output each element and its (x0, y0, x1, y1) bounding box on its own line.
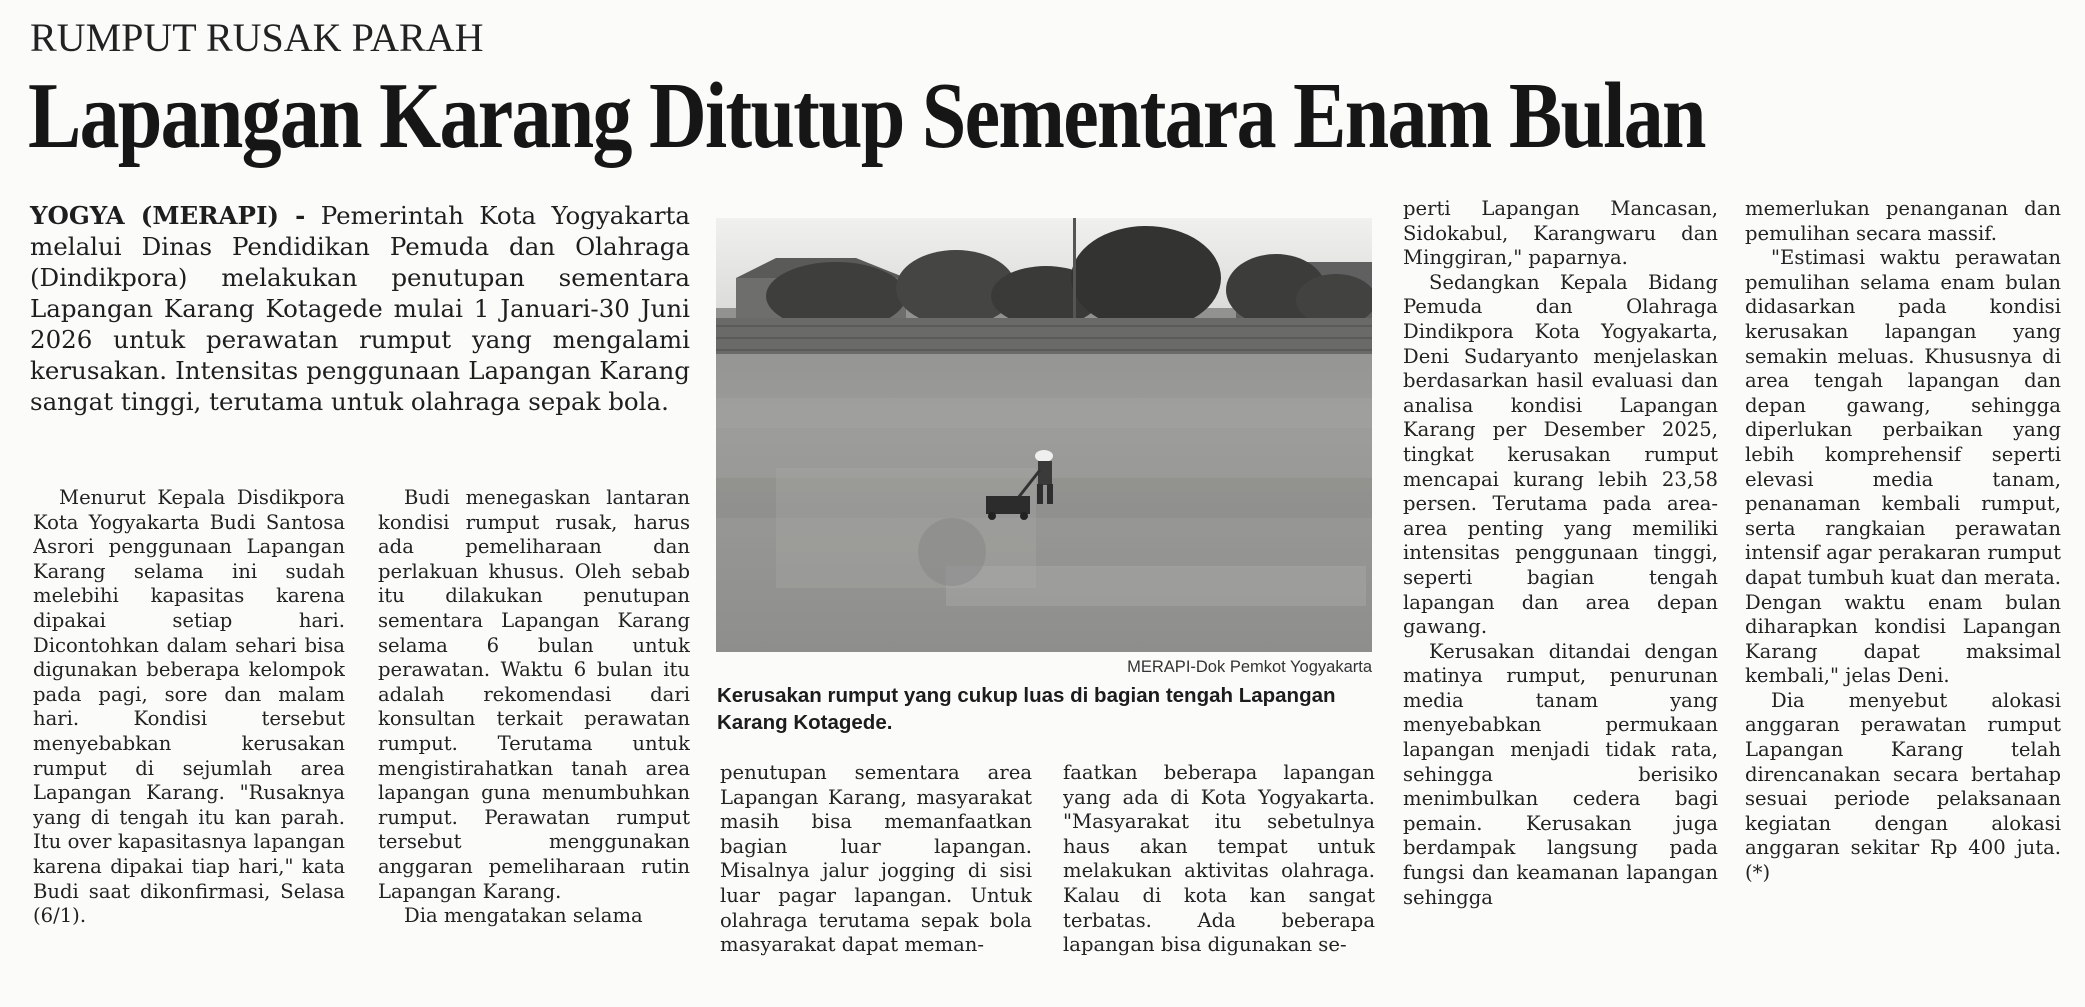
article-column-6 (1745, 197, 2061, 991)
article-column-2 (378, 486, 690, 991)
lead-paragraph (30, 200, 690, 417)
paragraph: Kerusakan ditandai dengan matinya rumput, penurunan media tanam yang menyebabkan permukaan lapangan menjadi tidak rata, sehingga berisiko menimbulkan cedera bagi pemain. Kerusakan juga berdampak langsung pada fungsi dan keamanan lapangan sehingga (1403, 639, 1718, 909)
paragraph: faatkan beberapa lapangan yang ada di Kota Yogyakarta. "Masyarakat itu sebetulnya haus akan tempat untuk melakukan aktivitas olahraga. Kalau di kota kan sangat terbatas. Ada beberapa lapangan bisa digunakan se- (1063, 761, 1375, 957)
paragraph: Sedangkan Kepala Bidang Pemuda dan Olahraga Dindikpora Kota Yogyakarta, Deni Sudaryanto menjelaskan berdasarkan hasil evaluasi dan analisa kondisi Lapangan Karang per Desember 2025, tingkat kerusakan rumput mencapai kurang lebih 23,58 persen. Terutama pada area-area penting yang memiliki intensitas penggunaan tinggi, seperti bagian tengah lapangan dan area depan gawang. (1403, 270, 1718, 639)
paragraph: Menurut Kepala Disdikpora Kota Yogyakarta Budi Santosa Asrori penggunaan Lapangan Karang selama ini sudah melebihi kapasitas karena dipakai setiap hari. Dicontohkan dalam sehari bisa digunakan beberapa kelompok pada pagi, sore dan malam hari. Kondisi tersebut menyebabkan kerusakan rumput di sejumlah area Lapangan Karang. "Rusaknya yang di tengah itu kan parah. Itu over kapasitasnya lapangan karena dipakai tiap hari," kata Budi saat dikonfirmasi, Selasa (6/1). (33, 486, 345, 928)
dateline: YOGYA (MERAPI) - (30, 201, 306, 230)
news-photo (716, 218, 1372, 652)
article-column-4 (1063, 761, 1375, 991)
paragraph: penutupan sementara area Lapangan Karang, masyarakat masih bisa memanfaatkan bagian luar lapangan. Misalnya jalur jogging di sisi luar pagar lapangan. Untuk olahraga terutama sepak bola masyarakat dapat meman- (720, 761, 1032, 957)
paragraph: Dia mengatakan selama (404, 904, 643, 928)
article-column-5 (1403, 197, 1718, 991)
photo-credit: MERAPI-Dok Pemkot Yogyakarta (1127, 658, 1372, 676)
paragraph: Budi menegaskan lantaran kondisi rumput rusak, harus ada pemeliharaan dan perlakuan khusus. Oleh sebab itu dilakukan penutupan sementara Lapangan Karang selama 6 bulan untuk perawatan. Waktu 6 bulan itu adalah rekomendasi dari konsultan terkait perawatan rumput. Terutama untuk mengistirahatkan tanah area lapangan guna menumbuhkan rumput. Perawatan rumput tersebut menggunakan anggaran pemeliharaan rutin Lapangan Karang. (378, 486, 690, 903)
paragraph: perti Lapangan Mancasan, Sidokabul, Karangwaru dan Minggiran," paparnya. (1403, 197, 1718, 270)
paragraph: "Estimasi waktu perawatan pemulihan selama enam bulan didasarkan pada kondisi kerusakan lapangan yang semakin meluas. Khususnya di area tengah lapangan dan depan gawang, sehingga diperlukan perbaikan yang lebih komprehensif seperti elevasi media tanam, penanaman kembali rumput, serta rangkaian perawatan intensif agar perakaran rumput dapat tumbuh kuat dan merata. Dengan waktu enam bulan diharapkan kondisi Lapangan Karang dapat maksimal kembali," jelas Deni. (1745, 246, 2061, 688)
article-column-3 (720, 761, 1032, 991)
paragraph: memerlukan penanganan dan pemulihan secara massif. (1745, 197, 2061, 245)
kicker: RUMPUT RUSAK PARAH (30, 15, 484, 60)
field-mowing-photo (716, 218, 1372, 652)
paragraph: Dia menyebut alokasi anggaran perawatan rumput Lapangan Karang telah direncanakan secara bertahap sesuai periode pelaksanaan kegiatan dengan alokasi anggaran sekitar Rp 400 juta. (*) (1745, 688, 2061, 885)
lead-text: Pemerintah Kota Yogyakarta melalui Dinas Pendidikan Pemuda dan Olahraga (Dindikpora) melakukan penutupan sementara Lapangan Karang Kotagede mulai 1 Januari-30 Juni 2026 untuk perawatan rumput yang mengalami kerusakan. Intensitas penggunaan Lapangan Karang sangat tinggi, terutama untuk olahraga sepak bola. (30, 201, 690, 416)
headline: Lapangan Karang Ditutup Sementara Enam Bulan (28, 64, 1705, 168)
photo-caption: Kerusakan rumput yang cukup luas di bagian tengah Lapangan Karang Kotagede. (717, 684, 1336, 734)
article-column-1 (33, 486, 345, 991)
